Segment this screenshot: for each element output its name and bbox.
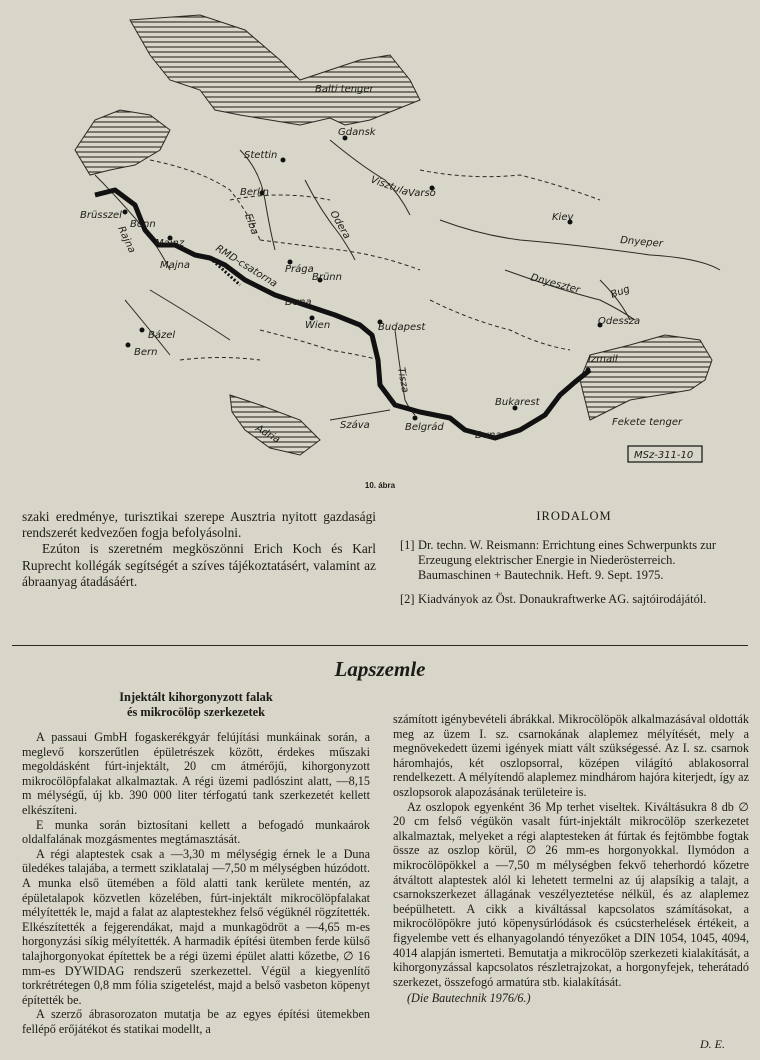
paragraph: számított igénybevételi ábrákkal. Mikrocölöpök alkalmazásával oldották meg az üzem I. sz. csarnokának alaplemez mélyítését, mely a megnövekedett üzemi igények miatt vált szükségessé. Az I. sz. csarnok háromhajós, két oszlopsorral, középen világító ablakosorral rendelkezett. A mélyítendő alaplemez mindhárom hajóra kiterjedt, így az oszlopsorok alapozásának területeire is. bbox=[393, 712, 749, 799]
black-sea-area bbox=[580, 335, 712, 420]
map-label-berlin: Berlin bbox=[240, 187, 270, 198]
article-left-column bbox=[22, 690, 370, 1036]
paragraph: A passaui GmbH fogaskerékgyár felújítási munkáinak során, a meglevő korszerűtlen épületrészek között, érdekes műszaki megoldásként fúrt-injektált, 20 cm átmérőjű, kihorgonyzott mikrocölöpfalakat alkalmaztak. A régi üzemi padlószint alatt, —8,15 m mélységű, új kb. 390 000 liter térfogatú tank szerkezetét kellett elkészíteni. bbox=[22, 730, 370, 817]
map-label-gdansk: Gdansk bbox=[338, 127, 376, 138]
map-label-duna1: Duna bbox=[285, 297, 312, 308]
paragraph: A szerző ábrasorozaton mutatja be az egyes építési ütemekben fellépő erőjátékot és statikai modellt, a bbox=[22, 1007, 370, 1036]
article-right-column bbox=[393, 712, 749, 1006]
map-label-rajna: Rajna bbox=[115, 224, 138, 255]
map-label-brunn: Brünn bbox=[312, 272, 342, 283]
map-label-majna: Majna bbox=[160, 260, 190, 271]
article-title-line: és mikrocölöp szerkezetek bbox=[126, 705, 266, 719]
reference-text: Kiadványok az Öst. Donaukraftwerke AG. sajtóirodájától. bbox=[418, 592, 707, 607]
map-label-mainz: Mainz bbox=[155, 238, 185, 249]
irodalom-column bbox=[400, 509, 748, 617]
map-label-varso: Varsó bbox=[408, 188, 436, 199]
section-title: Lapszemle bbox=[334, 657, 426, 681]
irodalom-title: IRODALOM bbox=[536, 509, 612, 523]
map-label-brusszel: Brüsszel bbox=[80, 210, 122, 221]
map-label-praga: Prága bbox=[285, 264, 314, 275]
map-label-tisza: Tisza bbox=[395, 366, 411, 394]
paragraph: Ezúton is szeretném megköszönni Erich Koch és Karl Ruprecht kollégák segítségét a szíves tájékoztatásért, valamint az ábraanyag átadásáért. bbox=[22, 541, 376, 589]
section-divider bbox=[12, 645, 748, 646]
map-label-dnyeper: Dnyeper bbox=[619, 235, 664, 250]
paragraph: szaki eredménye, turisztikai szerepe Ausztria nyitott gazdasági rendszerét kedvezően fogja befolyásolni. bbox=[22, 509, 376, 541]
adriatic-sea-area bbox=[230, 395, 320, 455]
reference-number: [2] bbox=[400, 592, 415, 607]
article-source: (Die Bautechnik 1976/6.) bbox=[407, 991, 531, 1006]
map-label-izmail: Izmail bbox=[588, 354, 618, 365]
paragraph: E munka során biztosítani kellett a befogadó munkaárok oldalfalának mozgásmentes megtámasztását. bbox=[22, 817, 370, 847]
reference-number: [1] bbox=[400, 538, 415, 552]
map-label-bukarest: Bukarest bbox=[495, 397, 540, 408]
article-title-line: Injektált kihorgonyzott falak bbox=[119, 690, 273, 704]
map-label-bug: Bug bbox=[609, 283, 632, 301]
author-initials: D. E. bbox=[700, 1037, 725, 1051]
article-title bbox=[22, 690, 370, 720]
map-stamp: MSz-311-10 bbox=[634, 450, 694, 461]
map-label-kiev: Kiev bbox=[552, 212, 574, 223]
map-label-stettin: Stettin bbox=[244, 150, 278, 161]
reference-item bbox=[400, 538, 748, 582]
figure-caption: 10. ábra bbox=[364, 481, 396, 490]
map-label-belgrad: Belgrád bbox=[405, 422, 444, 433]
map-label-visztula: Visztula bbox=[368, 174, 410, 199]
map-label-rmd: RMD-csatorna bbox=[213, 243, 279, 290]
map-label-becs: Wien bbox=[305, 320, 331, 331]
map-label-bazel: Bázel bbox=[148, 330, 176, 341]
top-left-column bbox=[22, 509, 376, 590]
reference-item bbox=[400, 592, 748, 607]
map-label-odessza: Odessza bbox=[598, 316, 641, 327]
map-label-duna2: Duna bbox=[475, 430, 502, 441]
map-label-bern: Bern bbox=[134, 347, 158, 358]
map-label-elba: Elba bbox=[242, 212, 260, 237]
map-label-odera: Odera bbox=[327, 209, 353, 242]
map-drawing bbox=[0, 0, 760, 500]
baltic-sea-area bbox=[130, 15, 420, 125]
map-label-bonn: Bonn bbox=[130, 219, 156, 230]
map-label-adria: Adria bbox=[253, 423, 282, 446]
north-sea-area bbox=[75, 110, 170, 175]
map-label-balti: Balti tenger bbox=[315, 84, 374, 95]
paragraph: Az oszlopok egyenként 36 Mp terhet viseltek. Kiváltásukra 8 db ∅ 20 cm felső végükön vasalt fúrt-injektált mikrocölöp szerkezetet alkalmaztak, melyeket a régi alaptesteken át fúrtak és fejtömbbe fogtak össze az oszlop körül, ∅ 26 mm-es horgonyokkal. Ilymódon a mikrocölöpökkel a —7,50 m mélységben fekvő teherhordó kőzetre átváltott alaptestek alól ki lehetett termelni az új alapsíkig a talajt, a csarnokszerkezet állagának veszélyeztetése nélkül, és az alaplemez beépülhetett. A cikk a kiváltással kapcsolatos számításokat, a mikrocölöpökre jutó köpenysúrlódások és csúcsterhelések értékeit, a figyelembe vett és elhanyagolandó tényezőket a DIN 1054, 1045, 4094, 4014 alapján ismerteti. Bemutatja a mikrocölöp szerkezeti kialakítását, a kihorgonyzással kapcsolatos részletrajzokat, a horgonyfejek, teherátadó szerkezet, összefogó armatúra stb. kialakítását. bbox=[393, 799, 749, 989]
map-label-budapest: Budapest bbox=[378, 322, 426, 333]
map-label-fekete: Fekete tenger bbox=[612, 417, 683, 428]
map-label-dnyeszter: Dnyeszter bbox=[529, 272, 582, 297]
paragraph: A régi alaptestek csak a —3,30 m mélységig érnek le a Duna üledékes talajába, a termett sziklatalaj —7,50 m mélységben húzódott. A munka első ütemében a föld alatti tank kerülete mentén, az épületalapok közvetlen közelében, fúrt-injektált mikrocölöpfalakat mélyítették le, majd a falat az alaptestekhez felső végüknél rögzítették. Elkészítették a fejgerendákat, majd a munkagödröt a —4,65 m-es horgonyzási síkig mélyítették. A harmadik építési ütemben ferde külső talajhorgonyokat építettek be a régi üzemi épület alatti kőzetbe, ∅ 16 mm-es DYWIDAG rendszerű szerkezettel. Végül a kiegyenlítő torkrétrétegen 0,8 mm fólia szigetelést, majd a belső vasbeton köpenyt építették be. bbox=[22, 846, 370, 1007]
map-label-szava: Száva bbox=[340, 420, 370, 431]
europe-waterway-map bbox=[0, 0, 760, 500]
reference-text: Dr. techn. W. Reismann: Errichtung eines Schwerpunkts zur Erzeugung elektrischer Energie in Niederösterreich. Baumaschinen + Bautechnik. Heft. 9. Sept. 1975. bbox=[418, 538, 717, 582]
